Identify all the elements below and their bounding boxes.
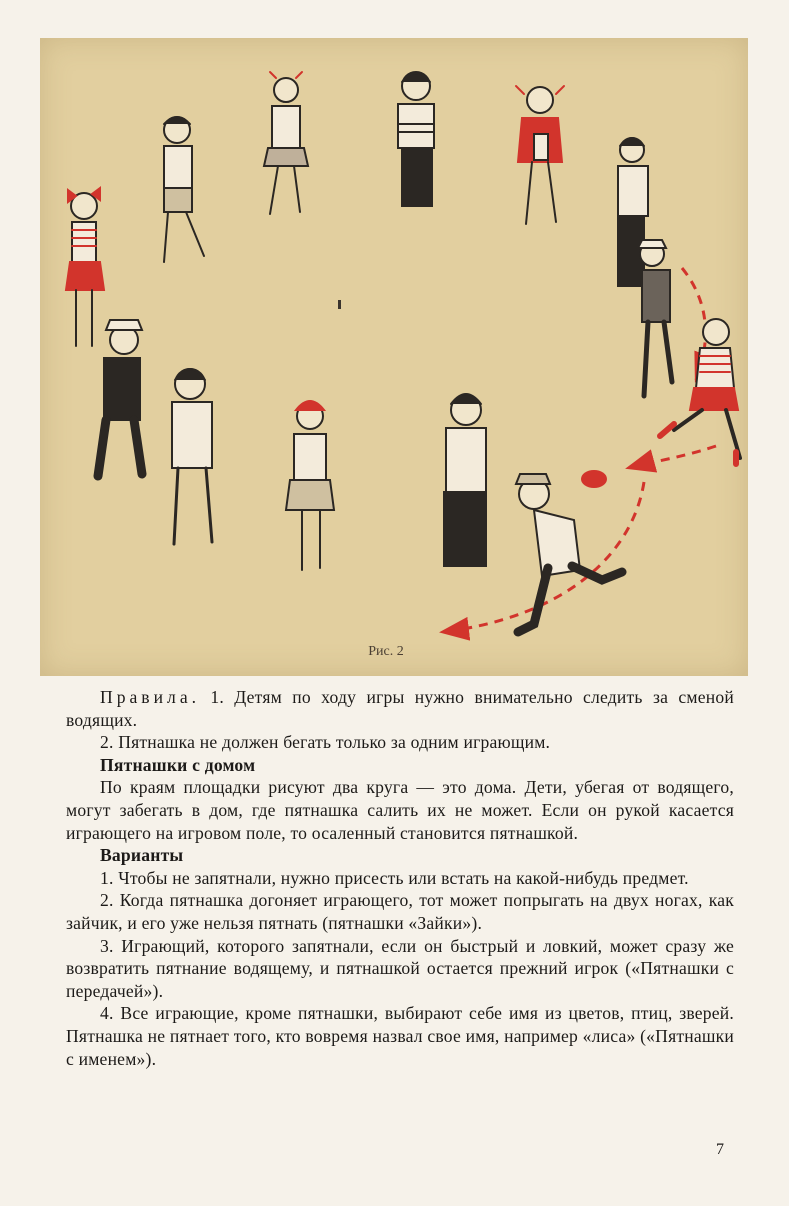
child-boy-cap	[638, 240, 672, 396]
child-girl-left	[66, 188, 104, 346]
figure-caption: Рис. 2	[368, 644, 404, 659]
variant-3: 3. Играющий, которого запятнали, если он быстрый и ловкий, может сразу же возвратить пятнание водящему, и пятнашкой остается прежний игрок («Пятнашки с передачей»).	[66, 935, 734, 1001]
variant-4: 4. Все играющие, кроме пятнашки, выбирают себе имя из цветов, птиц, зверей. Пятнашка не пятнает того, кто вовремя назвал свое имя, например «лиса» («Пятнашки с именем»).	[66, 1003, 734, 1069]
variant-1: 1. Чтобы не запятнали, нужно присесть или встать на какой-нибудь предмет.	[100, 867, 689, 888]
child-boy-top-center	[398, 72, 434, 206]
rules-label: Правила.	[100, 687, 201, 707]
child-girl-scarf	[286, 401, 334, 570]
child-boy-left-middle	[98, 320, 142, 476]
child-girl-red	[516, 86, 564, 224]
running-path-arrow-lower	[628, 446, 716, 468]
child-figures	[66, 72, 740, 632]
rules-item-1: 1. Детям по ходу игры нужно внимательно следить за сменой водящих.	[66, 687, 734, 730]
illustration-children-circle	[40, 38, 748, 676]
child-boy-center-left	[172, 369, 212, 544]
body-text	[66, 686, 734, 1070]
variant-2: 2. Когда пятнашка догоняет играющего, тот может попрыгать на двух ногах, как зайчик, и его уже нельзя пятнать (пятнашки «Зайки»).	[66, 890, 734, 933]
variants-title: Варианты	[100, 845, 184, 866]
section-title: Пятнашки с домом	[100, 754, 256, 775]
illustration-drawing	[40, 38, 748, 676]
ball	[581, 470, 607, 488]
rules-paragraph	[66, 686, 734, 731]
child-boy-center	[444, 394, 486, 566]
section-body: По краям площадки рисуют два круга — это дома. Дети, убегая от водящего, могут забегать в дом, где пятнашка салить их не может. Если он рукой касается играющего на игровом поле, то осаленный становится пятнашкой.	[66, 777, 734, 843]
child-boy-top-left	[164, 117, 204, 262]
page-number: 7	[716, 1141, 724, 1158]
rules-item-2: 2. Пятнашка не должен бегать только за одним играющим.	[100, 732, 551, 753]
child-girl-running	[660, 319, 740, 464]
child-girl-top	[264, 72, 308, 214]
